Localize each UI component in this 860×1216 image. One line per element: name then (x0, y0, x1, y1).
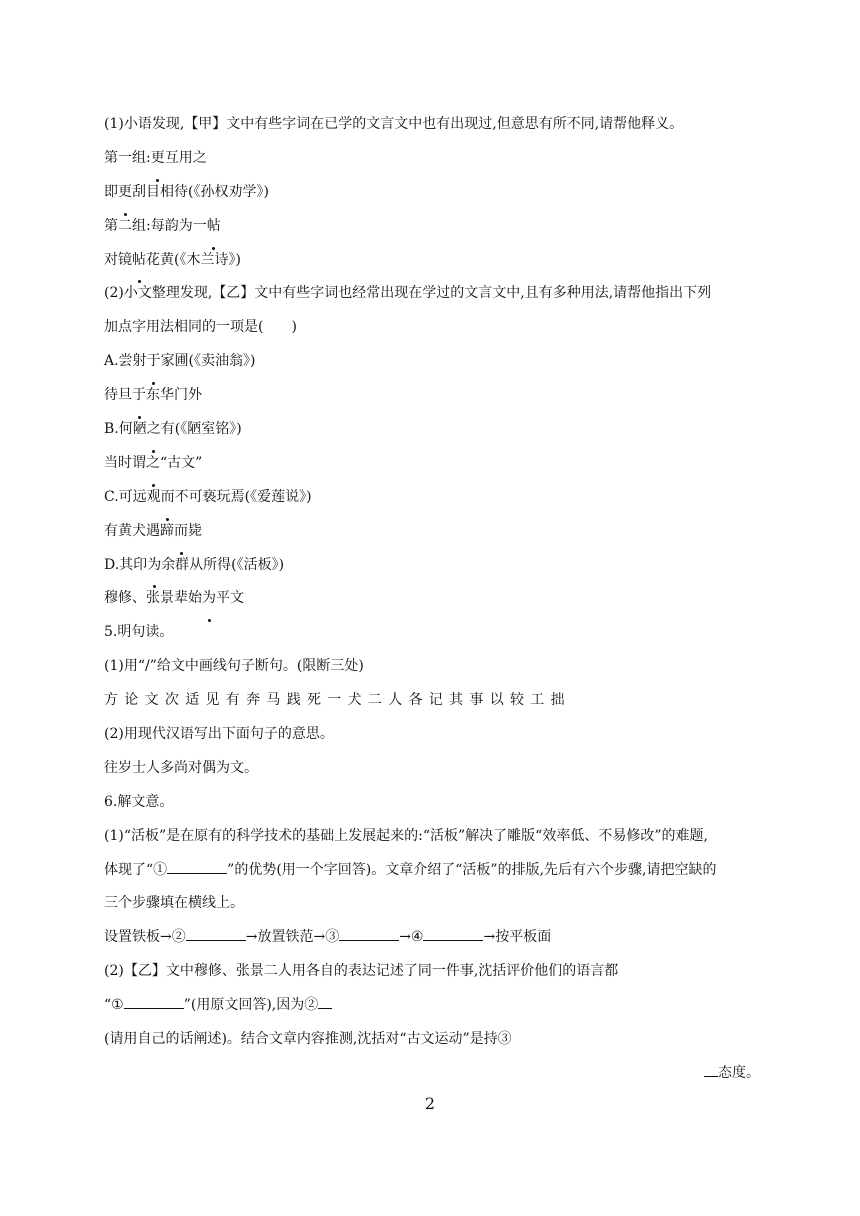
document-body (104, 108, 760, 1091)
question-5-heading: 5.明句读。 (104, 624, 174, 641)
option-c-line-2: 有黄犬遇蹄而毙 (104, 515, 760, 549)
dotted-char: 而 (174, 515, 188, 549)
answer-blank-4[interactable] (423, 926, 483, 941)
dotted-char: 更 (151, 142, 165, 176)
dotted-char: 于 (147, 345, 161, 379)
question-5-2-sentence: 往岁士人多尚对偶为文。 (104, 759, 258, 776)
answer-blank-3[interactable] (339, 926, 399, 941)
answer-blank-1[interactable] (167, 859, 227, 874)
question-6-heading: 6.解文意。 (104, 793, 174, 810)
question-6-2: (2)【乙】文中穆修、张景二人用各自的表达记述了同一件事,沈括评价他们的语言都 (104, 963, 619, 980)
answer-blank-6[interactable] (318, 994, 332, 1009)
dotted-char: 帖 (207, 210, 221, 244)
dotted-char: 于 (132, 379, 146, 413)
question-5-2: (2)用现代汉语写出下面句子的意思。 (104, 726, 334, 743)
group-1-item: 第一组:更互用之 (104, 142, 760, 176)
option-b-line-1: B.何陋之有(《陋室铭》) (104, 413, 760, 447)
question-4-2-cont: 加点字用法相同的一项是( ) (104, 319, 297, 336)
answer-blank-7[interactable] (704, 1062, 718, 1077)
question-6-2-cont-3: 态度。 (104, 1057, 760, 1091)
answer-blank-5[interactable] (124, 994, 184, 1009)
option-a-line-2: 待旦于东华门外 (104, 379, 760, 413)
dotted-char: 之 (146, 447, 160, 481)
dotted-char: 帖 (132, 244, 146, 278)
dotted-char: 而 (161, 481, 175, 515)
question-5-1: (1)用“/”给文中画线句子断句。(限断三处) (104, 658, 364, 675)
question-6-2-cont-2: (请用自己的话阐述)。结合文章内容推测,沈括对“古文运动”是持③ (104, 1031, 512, 1048)
question-6-1-steps: 设置铁板→② →放置铁范→③ →④ →按平板面 (104, 921, 760, 955)
question-6-1-cont: 体现了“① ”的优势(用一个字回答)。文章介绍了“活板”的排版,先后有六个步骤,请把空缺的 (104, 854, 760, 888)
answer-blank-2[interactable] (186, 926, 246, 941)
question-6-2-cont: “① ”(用原文回答),因为② (104, 989, 760, 1023)
question-4-2: (2)小文整理发现,【乙】文中有些字词也经常出现在学过的文言文中,且有多种用法,请帮他指出下列 (104, 285, 712, 302)
option-a-line-1: A.尝射于家圃(《卖油翁》) (104, 345, 760, 379)
group-2-item: 第二组:每韵为一帖 (104, 210, 760, 244)
question-4-1: (1)小语发现,【甲】文中有些字词在已学的文言文中也有出现过,但意思有所不同,请帮他释义。 (104, 116, 684, 132)
option-c-line-1: C.可远观而不可亵玩焉(《爱莲说》) (104, 481, 760, 515)
dotted-char: 之 (147, 413, 161, 447)
question-5-1-sentence: 方论文次适见有奔马践死一犬二人各记其事以较工拙 (104, 692, 571, 709)
dotted-char: 为 (147, 549, 161, 583)
option-b-line-2: 当时谓之“古文” (104, 447, 760, 481)
option-d-line-2: 穆修、张景辈始为平文 (104, 582, 760, 616)
question-6-1-cont-2: 三个步骤填在横线上。 (104, 895, 244, 912)
group-2-example: 对镜帖花黄(《木兰诗》) (104, 244, 760, 278)
dotted-char: 为 (202, 582, 216, 616)
question-6-1: (1)“活板”是在原有的科学技术的基础上发展起来的:“活板”解决了雕版“效率低、不易修改”的难题, (104, 827, 708, 844)
page-number: 2 (424, 1094, 436, 1113)
group-1-example: 即更刮目相待(《孙权劝学》) (104, 176, 760, 210)
option-d-line-1: D.其印为余群从所得(《活板》) (104, 549, 760, 583)
dotted-char: 更 (118, 176, 132, 210)
